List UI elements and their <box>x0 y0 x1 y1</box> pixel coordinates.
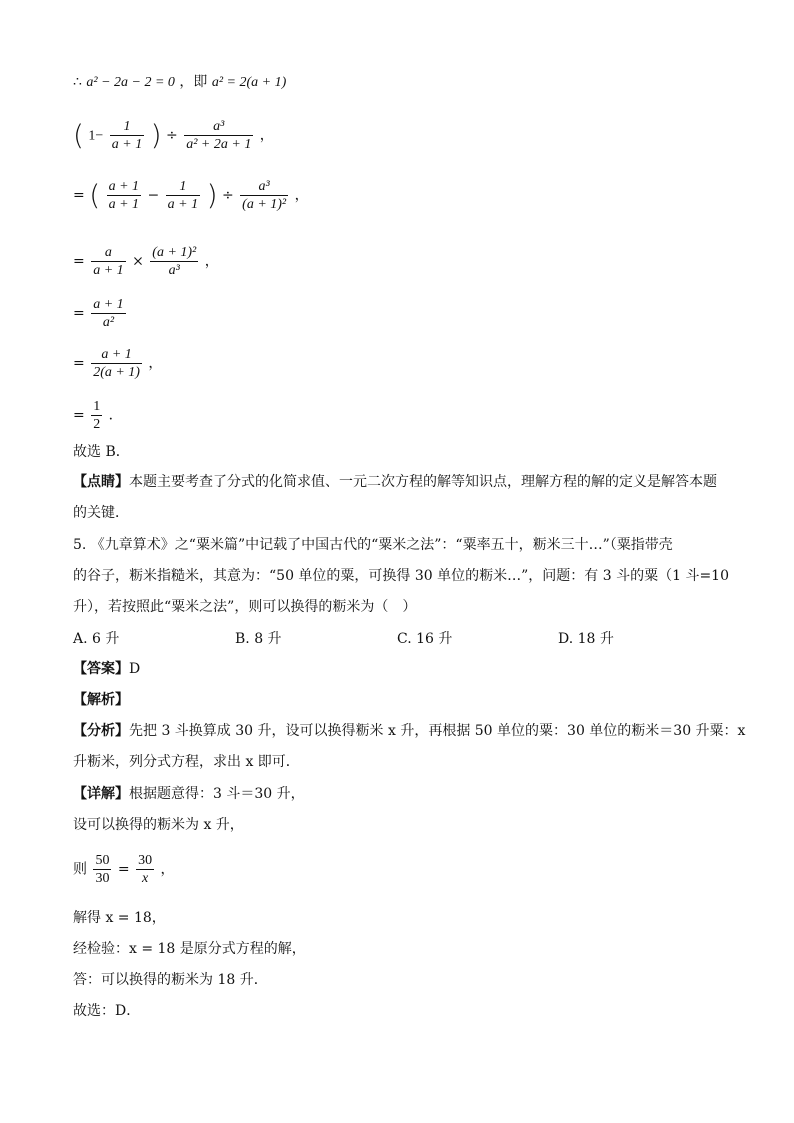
fraction <box>107 178 141 213</box>
times-sign: × <box>132 253 144 270</box>
therefore-symbol: ∴ <box>73 74 82 90</box>
numerator: 1 <box>110 118 144 136</box>
dianjing-text: 本题主要考查了分式的化简求值、一元二次方程的解等知识点，理解方程的解的定义是解答本题 <box>129 474 717 490</box>
punctuation: ， <box>204 253 219 270</box>
equals-sign: = <box>73 253 85 270</box>
minus-sign: − <box>147 187 160 204</box>
punctuation: ， <box>160 861 175 878</box>
fraction <box>91 296 125 331</box>
equals-sign: = <box>73 355 85 372</box>
let-x-line: 设可以换得的粝米为 x 升， <box>73 817 244 833</box>
fraction <box>91 244 125 279</box>
check-line: 经检验：x = 18 是原分式方程的解， <box>73 941 306 957</box>
numerator: a + 1 <box>91 346 142 364</box>
punctuation: ， <box>294 187 309 204</box>
choose-b-line: 故选 B． <box>73 444 130 460</box>
fenxi-line-1 <box>73 721 745 741</box>
equals-sign: = <box>117 861 130 878</box>
right-paren: ) <box>206 178 218 212</box>
equation-line-2 <box>73 118 274 153</box>
numerator: a³ <box>240 178 288 196</box>
connector-text: ，即 <box>179 74 208 90</box>
numerator: a + 1 <box>93 297 124 312</box>
fenxi-line-2: 升粝米，列分式方程，求出 x 即可． <box>73 754 300 770</box>
dianjing-tag: 【点睛】 <box>73 474 129 490</box>
answer-tag: 【答案】 <box>73 661 129 677</box>
numerator: a <box>91 244 125 262</box>
fraction <box>93 852 111 887</box>
fenxi-text: 先把 3 斗换算成 30 升，设可以换得粝米 x 升，再根据 50 单位的粟：30 单位的粝米＝30 升粟：x <box>129 723 746 739</box>
answer-line <box>73 659 140 679</box>
xiangjie-text: 根据题意得：3 斗＝30 升， <box>129 786 305 802</box>
answer-value: D <box>129 661 141 677</box>
option-a: A. 6 升 <box>73 631 120 647</box>
denominator: 30 <box>95 871 110 886</box>
fraction <box>110 118 144 153</box>
equation-line-1 <box>73 72 286 93</box>
equation: a² − 2a − 2 = 0 <box>86 75 175 90</box>
numerator: a³ <box>184 118 253 136</box>
solve-line: 解得 x = 18， <box>73 910 166 926</box>
denominator: x <box>141 871 149 886</box>
right-paren: ) <box>150 118 162 152</box>
equals-sign: = <box>73 407 85 424</box>
denominator: 2 <box>93 417 101 432</box>
fenxi-tag: 【分析】 <box>73 723 129 739</box>
then-text: 则 <box>73 861 87 878</box>
numerator: 1 <box>166 178 200 196</box>
divide-sign: ÷ <box>166 127 178 144</box>
fraction <box>150 244 198 279</box>
numerator: 1 <box>93 399 101 414</box>
xiangjie-tag: 【详解】 <box>73 786 129 802</box>
choose-d-line: 故选：D． <box>73 1003 141 1019</box>
equation-line-3 <box>73 178 309 213</box>
denominator: a + 1 <box>108 197 140 212</box>
denominator: a + 1 <box>167 197 199 212</box>
punctuation: ． <box>108 407 123 424</box>
analysis-tag: 【解析】 <box>73 692 129 708</box>
equals-sign: = <box>73 305 85 322</box>
term: 1− <box>88 128 104 144</box>
punctuation: ， <box>259 127 274 144</box>
equation-line-6 <box>73 346 162 381</box>
dianjing-line-1 <box>73 472 717 492</box>
fraction <box>136 852 154 887</box>
equation-line-4 <box>73 244 219 279</box>
fraction <box>91 398 102 433</box>
denominator: (a + 1)² <box>242 197 287 212</box>
question-5-line-3: 升），若按照此“粟米之法”，则可以换得的粝米为（ ） <box>73 599 417 615</box>
numerator: (a + 1)² <box>152 245 197 260</box>
numerator: 50 <box>95 853 110 868</box>
denominator: a³ <box>168 263 180 278</box>
equation-line-5 <box>73 296 128 331</box>
punctuation: ， <box>148 355 163 372</box>
proportion-line <box>73 852 175 887</box>
numerator: 30 <box>138 853 153 868</box>
denominator: a² <box>102 315 115 330</box>
question-5-line-2: 的谷子，粝米指糙米，其意为：“50 单位的粟，可换得 30 单位的粝米…”，问题：有 3 斗的粟（1 斗=10 <box>73 568 730 584</box>
answer-statement-line: 答：可以换得的粝米为 18 升． <box>73 972 268 988</box>
fraction <box>184 118 253 153</box>
denominator: a² + 2a + 1 <box>186 137 252 152</box>
xiangjie-line <box>73 784 305 804</box>
left-paren: ( <box>73 118 84 152</box>
equation-line-7 <box>73 398 123 433</box>
dianjing-line-2: 的关键． <box>73 505 129 521</box>
denominator: a + 1 <box>111 137 143 152</box>
option-d: D. 18 升 <box>558 631 614 647</box>
question-5-line-1: 5. 《九章算术》之“粟米篇”中记载了中国古代的“粟米之法”：“粟率五十，粝米三十…”（粟指带壳 <box>73 537 673 553</box>
option-b: B. 8 升 <box>235 631 282 647</box>
fraction <box>166 178 200 213</box>
equals-sign: = <box>73 187 85 204</box>
divide-sign: ÷ <box>221 187 234 204</box>
fraction <box>240 178 288 213</box>
denominator: 2(a + 1) <box>93 365 140 380</box>
denominator: a + 1 <box>93 263 124 278</box>
equation: a² = 2(a + 1) <box>211 75 287 90</box>
option-c: C. 16 升 <box>397 631 453 647</box>
left-paren: ( <box>89 178 101 212</box>
fraction <box>91 346 142 381</box>
numerator: a + 1 <box>108 179 140 194</box>
